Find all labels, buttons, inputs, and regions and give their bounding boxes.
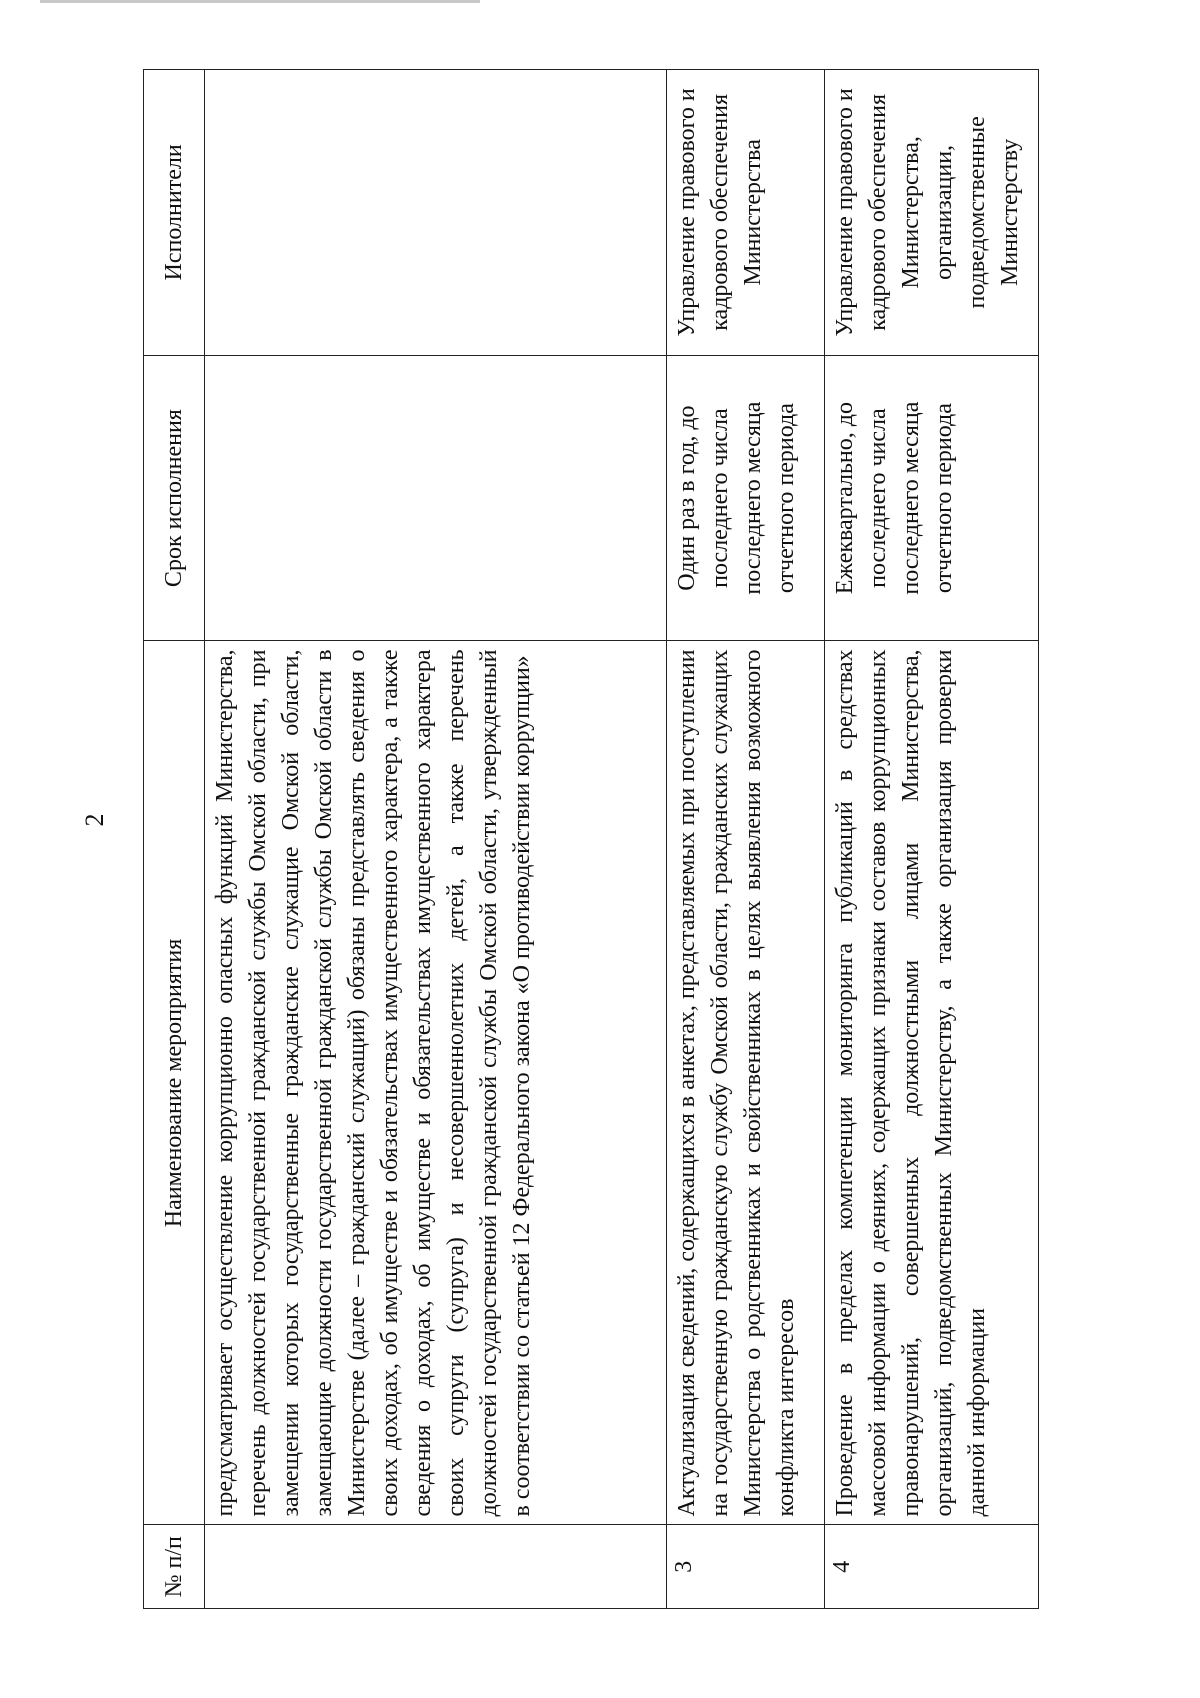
- table-header-row: [144, 70, 205, 1609]
- page-number: 2: [80, 813, 109, 827]
- header-name: Наименование мероприятия: [144, 641, 205, 1525]
- row-num: 3: [667, 1525, 825, 1609]
- row-exec: [205, 70, 667, 356]
- row-term: Один раз в год, до последнего числа последнего месяца отчетного периода: [667, 355, 825, 641]
- header-num: № п/п: [144, 1525, 205, 1609]
- row-term: [205, 355, 667, 641]
- table-row: [667, 70, 825, 1609]
- scan-artifact-line: [40, 0, 480, 3]
- row-exec: Управление правового и кадрового обеспечения Министерства, организации, подведомственные Министерству: [825, 70, 1039, 356]
- row-exec: Управление правового и кадрового обеспечения Министерства: [667, 70, 825, 356]
- row-name: Проведение в пределах компетенции мониторинга публикаций в средствах массовой информации о деяниях, содержащих признаки составов коррупционных правонарушений, совершенных должностными лицами Министерства, организаций, подведомственных Министерству, а также организация проверки данной информации: [825, 641, 1039, 1525]
- header-exec: Исполнители: [144, 70, 205, 356]
- row-num: [205, 1525, 667, 1609]
- row-num: 4: [825, 1525, 1039, 1609]
- header-term: Срок исполнения: [144, 355, 205, 641]
- row-name: Актуализация сведений, содержащихся в анкетах, представляемых при поступлении на государственную гражданскую службу Омской области, гражданских служащих Министерства о родственниках и свойственниках в целях выявления возможного конфликта интересов: [667, 641, 825, 1525]
- table-row: [205, 70, 667, 1609]
- row-name: предусматривает осуществление коррупционно опасных функций Министерства, перечень должностей государственной гражданской службы Омской области, при замещении которых государственные гражданские служащие Омской области, замещающие должности государственной гражданской службы Омской области в Министерстве (далее – гражданский служащий) обязаны представлять сведения о своих доходах, об имуществе и обязательствах имущественного характера, а также сведения о доходах, об имуществе и обязательствах имущественного характера своих супруги (супруга) и несовершеннолетних детей, а также перечень должностей государственной гражданской службы Омской области, утвержденный в соответствии со статьей 12 Федерального закона «О противодействии коррупции»: [205, 641, 667, 1525]
- measures-table: [143, 69, 1039, 1609]
- table-row: [825, 70, 1039, 1609]
- rotated-table-container: [143, 69, 1153, 1609]
- row-term: Ежеквартально, до последнего числа последнего месяца отчетного периода: [825, 355, 1039, 641]
